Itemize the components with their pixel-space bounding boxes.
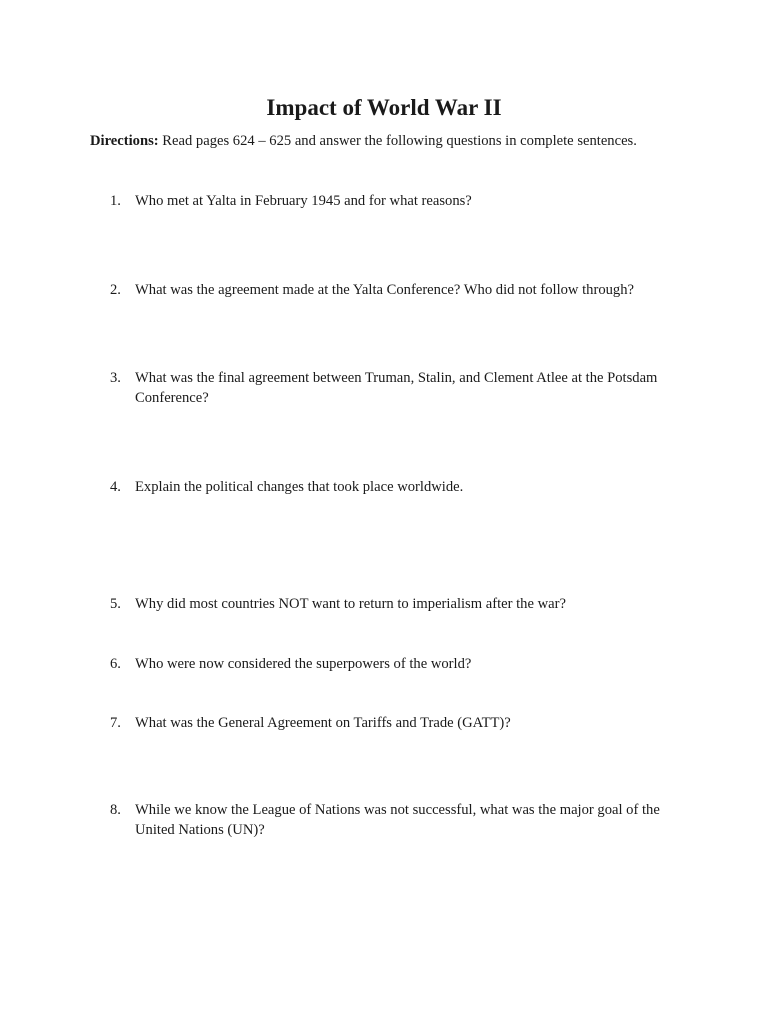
question-1 <box>110 191 690 211</box>
question-number: 1. <box>110 193 121 209</box>
question-text: What was the final agreement between Truman, Stalin, and Clement Atlee at the Potsdam Conference? <box>135 370 658 406</box>
question-text: Who were now considered the superpowers of the world? <box>135 656 472 672</box>
question-number: 5. <box>110 596 121 612</box>
question-text: What was the General Agreement on Tariffs and Trade (GATT)? <box>135 715 511 731</box>
question-number: 3. <box>110 370 121 386</box>
question-number: 4. <box>110 479 121 495</box>
question-5 <box>110 594 690 614</box>
question-text: Why did most countries NOT want to return to imperialism after the war? <box>135 596 566 612</box>
question-7 <box>110 713 690 733</box>
question-number: 7. <box>110 715 121 731</box>
question-number: 2. <box>110 282 121 298</box>
directions-label: Directions: <box>90 133 159 149</box>
page-title: Impact of World War II <box>266 95 502 120</box>
question-4 <box>110 477 690 497</box>
question-8 <box>110 800 690 840</box>
question-text: What was the agreement made at the Yalta Conference? Who did not follow through? <box>135 282 635 298</box>
question-number: 8. <box>110 802 121 818</box>
question-text: Who met at Yalta in February 1945 and for what reasons? <box>135 193 472 209</box>
question-text: Explain the political changes that took place worldwide. <box>135 479 464 495</box>
question-2 <box>110 280 690 300</box>
question-text: While we know the League of Nations was not successful, what was the major goal of the United Nations (UN)? <box>135 802 660 838</box>
directions-text: Read pages 624 – 625 and answer the following questions in complete sentences. <box>158 133 637 149</box>
directions <box>90 131 730 151</box>
question-6 <box>110 654 690 674</box>
question-number: 6. <box>110 656 121 672</box>
question-3 <box>110 368 690 408</box>
